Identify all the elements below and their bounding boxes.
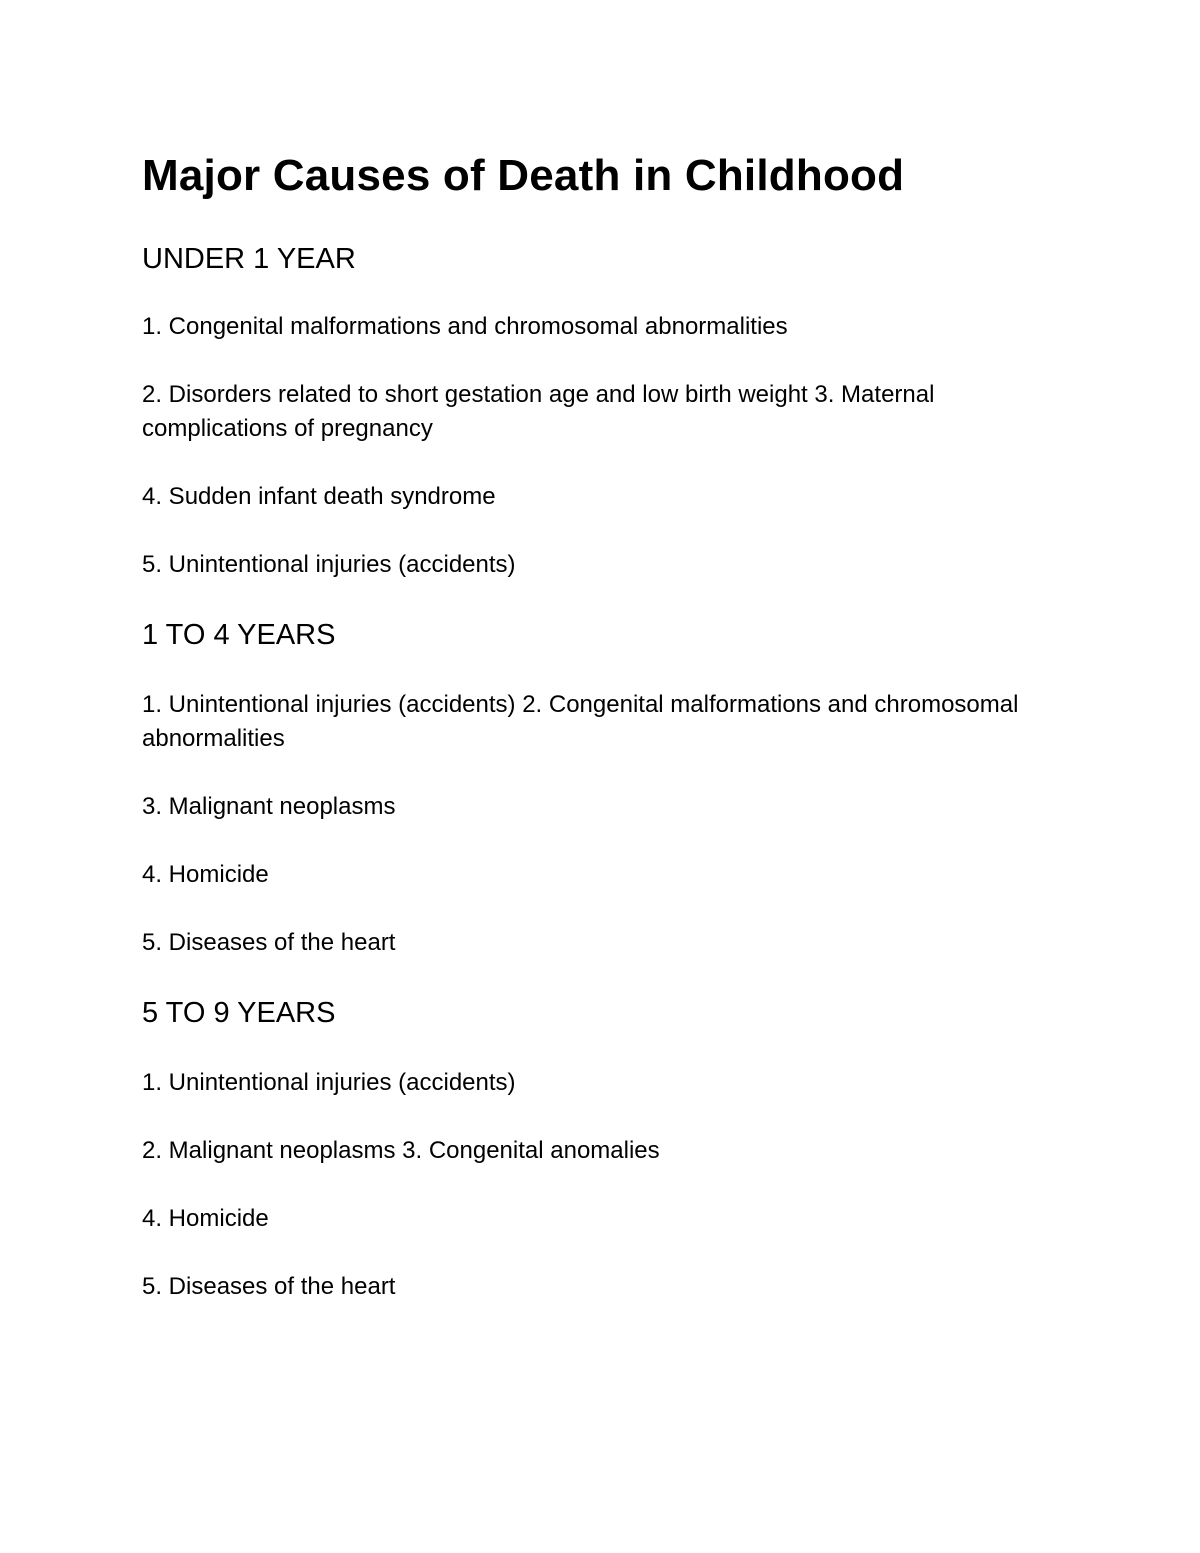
page-title: Major Causes of Death in Childhood <box>142 151 905 200</box>
list-item: 1. Unintentional injuries (accidents) <box>142 1069 516 1096</box>
list-item: 3. Malignant neoplasms <box>142 793 396 820</box>
list-item: 4. Sudden infant death syndrome <box>142 483 496 510</box>
list-item: 5. Diseases of the heart <box>142 929 396 956</box>
cause-list-5-to-9-years <box>142 1066 1062 1304</box>
cause-list-under-1-year <box>142 310 1062 582</box>
list-item: 5. Unintentional injuries (accidents) <box>142 551 516 578</box>
section-heading-5-to-9-years: 5 TO 9 YEARS <box>142 997 336 1029</box>
list-item: 1. Unintentional injuries (accidents) 2. Congenital malformations and chromosomal abnormalities <box>142 691 1019 752</box>
list-item: 2. Disorders related to short gestation age and low birth weight 3. Maternal complications of pregnancy <box>142 381 935 442</box>
document-body <box>142 150 1062 1304</box>
list-item: 5. Diseases of the heart <box>142 1273 396 1300</box>
section-heading-under-1-year: UNDER 1 YEAR <box>142 243 356 275</box>
list-item: 1. Congenital malformations and chromosomal abnormalities <box>142 313 788 340</box>
list-item: 2. Malignant neoplasms 3. Congenital anomalies <box>142 1137 660 1164</box>
section-heading-1-to-4-years: 1 TO 4 YEARS <box>142 619 336 651</box>
list-item: 4. Homicide <box>142 861 269 888</box>
list-item: 4. Homicide <box>142 1205 269 1232</box>
cause-list-1-to-4-years <box>142 688 1062 960</box>
